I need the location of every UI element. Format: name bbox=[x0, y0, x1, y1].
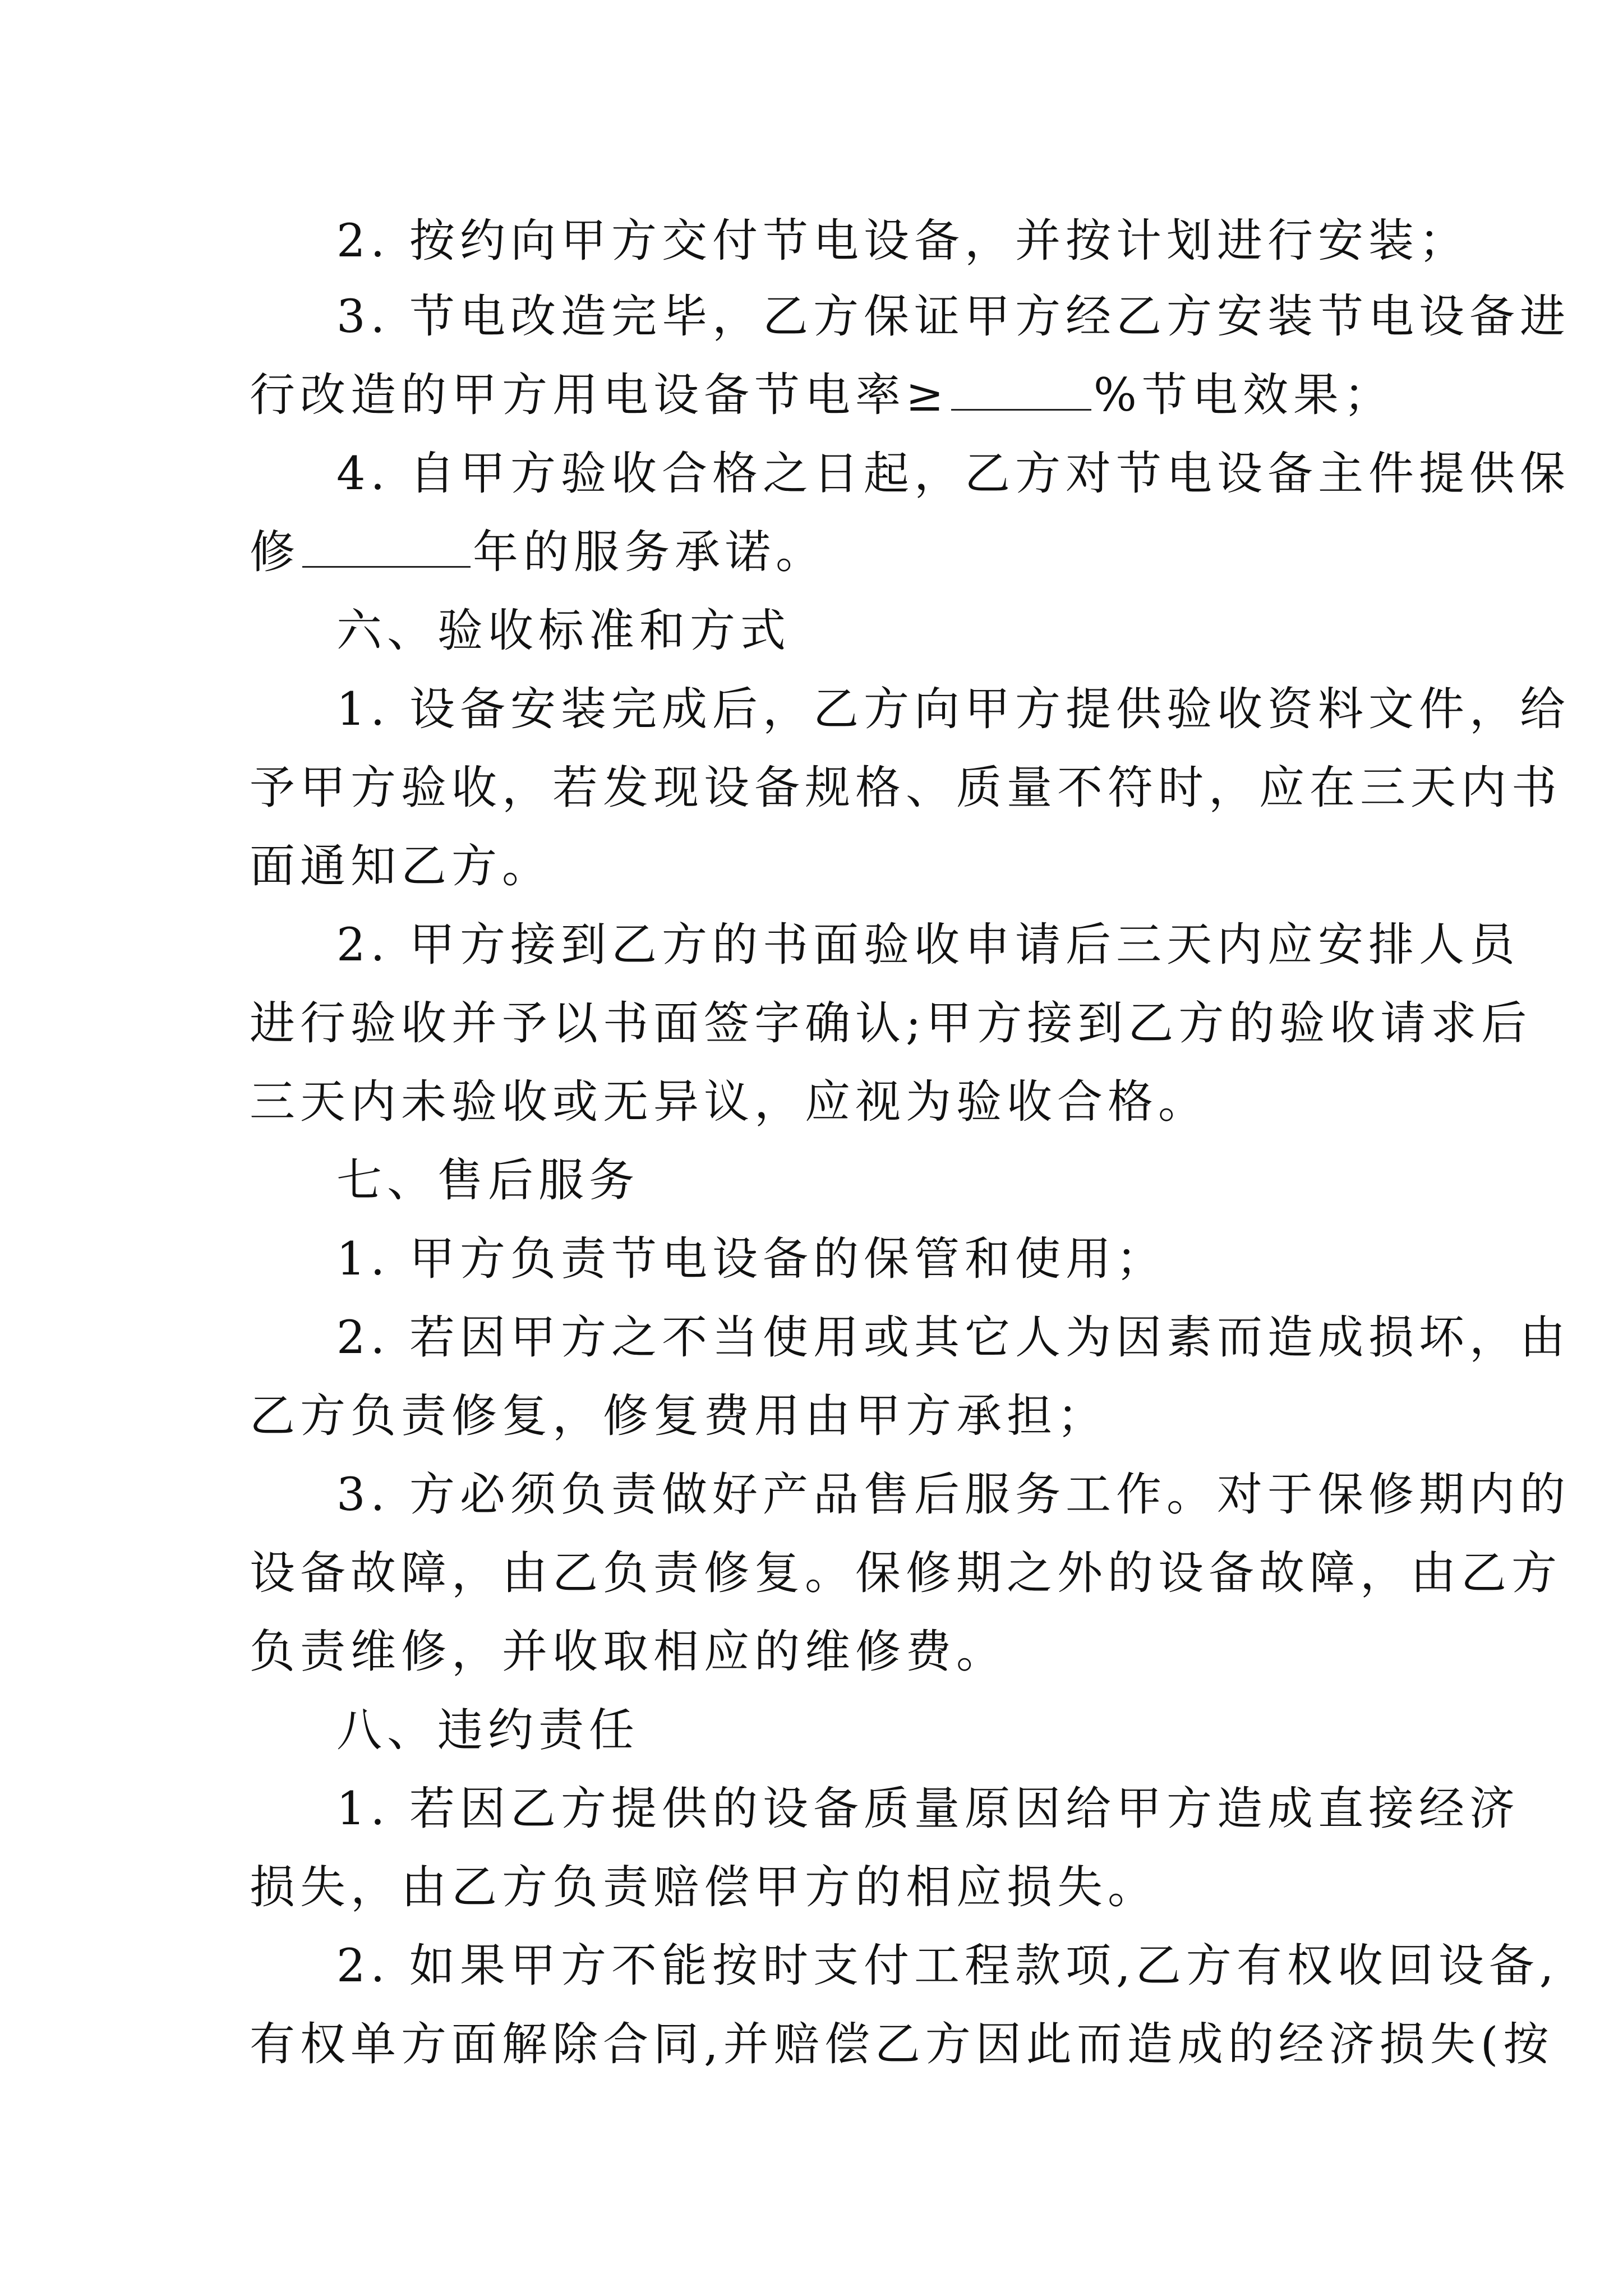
text-line: 设备故障，由乙负责修复。保修期之外的设备故障，由乙方 bbox=[250, 1547, 1562, 1600]
text-line: 面通知乙方。 bbox=[250, 840, 553, 893]
text-line: 负责维修，并收取相应的维修费。 bbox=[250, 1626, 1007, 1678]
rate-text-after: %节电效果； bbox=[1093, 369, 1394, 422]
text-line: 损失，由乙方负责赔偿甲方的相应损失。 bbox=[250, 1861, 1159, 1914]
text-line: 进行验收并予以书面签字确认;甲方接到乙方的验收请求后 bbox=[250, 997, 1532, 1050]
rate-text-before: 行改造的甲方用电设备节电率≥ bbox=[250, 369, 949, 422]
text-line: 1. 若因乙方提供的设备质量原因给甲方造成直接经济 bbox=[336, 1783, 1520, 1835]
text-line: 乙方负责修复，修复费用由甲方承担； bbox=[250, 1390, 1108, 1443]
text-line: 2. 如果甲方不能按时支付工程款项,乙方有权收回设备, bbox=[336, 1940, 1559, 1993]
section-heading: 六、验收标准和方式 bbox=[336, 605, 791, 657]
years-text-after: 年的服务承诺。 bbox=[473, 526, 827, 579]
section-heading: 七、售后服务 bbox=[336, 1154, 640, 1207]
text-line-rate bbox=[250, 367, 1394, 424]
text-line: 3. 节电改造完毕，乙方保证甲方经乙方安装节电设备进 bbox=[336, 291, 1571, 343]
section-heading: 八、违约责任 bbox=[336, 1704, 640, 1757]
text-line: 1. 甲方负责节电设备的保管和使用； bbox=[336, 1233, 1167, 1286]
rate-blank bbox=[951, 370, 1091, 411]
text-line: 2. 若因甲方之不当使用或其它人为因素而造成损坏，由 bbox=[336, 1312, 1571, 1364]
text-line: 3. 方必须负责做好产品售后服务工作。对于保修期内的 bbox=[336, 1469, 1571, 1521]
text-line: 2. 按约向甲方交付节电设备，并按计划进行安装； bbox=[336, 215, 1470, 268]
text-line: 1. 设备安装完成后，乙方向甲方提供验收资料文件，给 bbox=[336, 683, 1571, 736]
text-line: 有权单方面解除合同,并赔偿乙方因此而造成的经济损失(按 bbox=[250, 2018, 1554, 2071]
years-text-before: 修 bbox=[250, 526, 301, 579]
text-line: 予甲方验收，若发现设备规格、质量不符时，应在三天内书 bbox=[250, 762, 1562, 815]
text-line: 三天内未验收或无异议，应视为验收合格。 bbox=[250, 1076, 1209, 1129]
years-blank bbox=[302, 527, 471, 568]
text-line: 2. 甲方接到乙方的书面验收申请后三天内应安排人员 bbox=[336, 919, 1520, 972]
text-line: 4. 自甲方验收合格之日起，乙方对节电设备主件提供保 bbox=[336, 448, 1571, 500]
text-line-years bbox=[250, 524, 1394, 581]
